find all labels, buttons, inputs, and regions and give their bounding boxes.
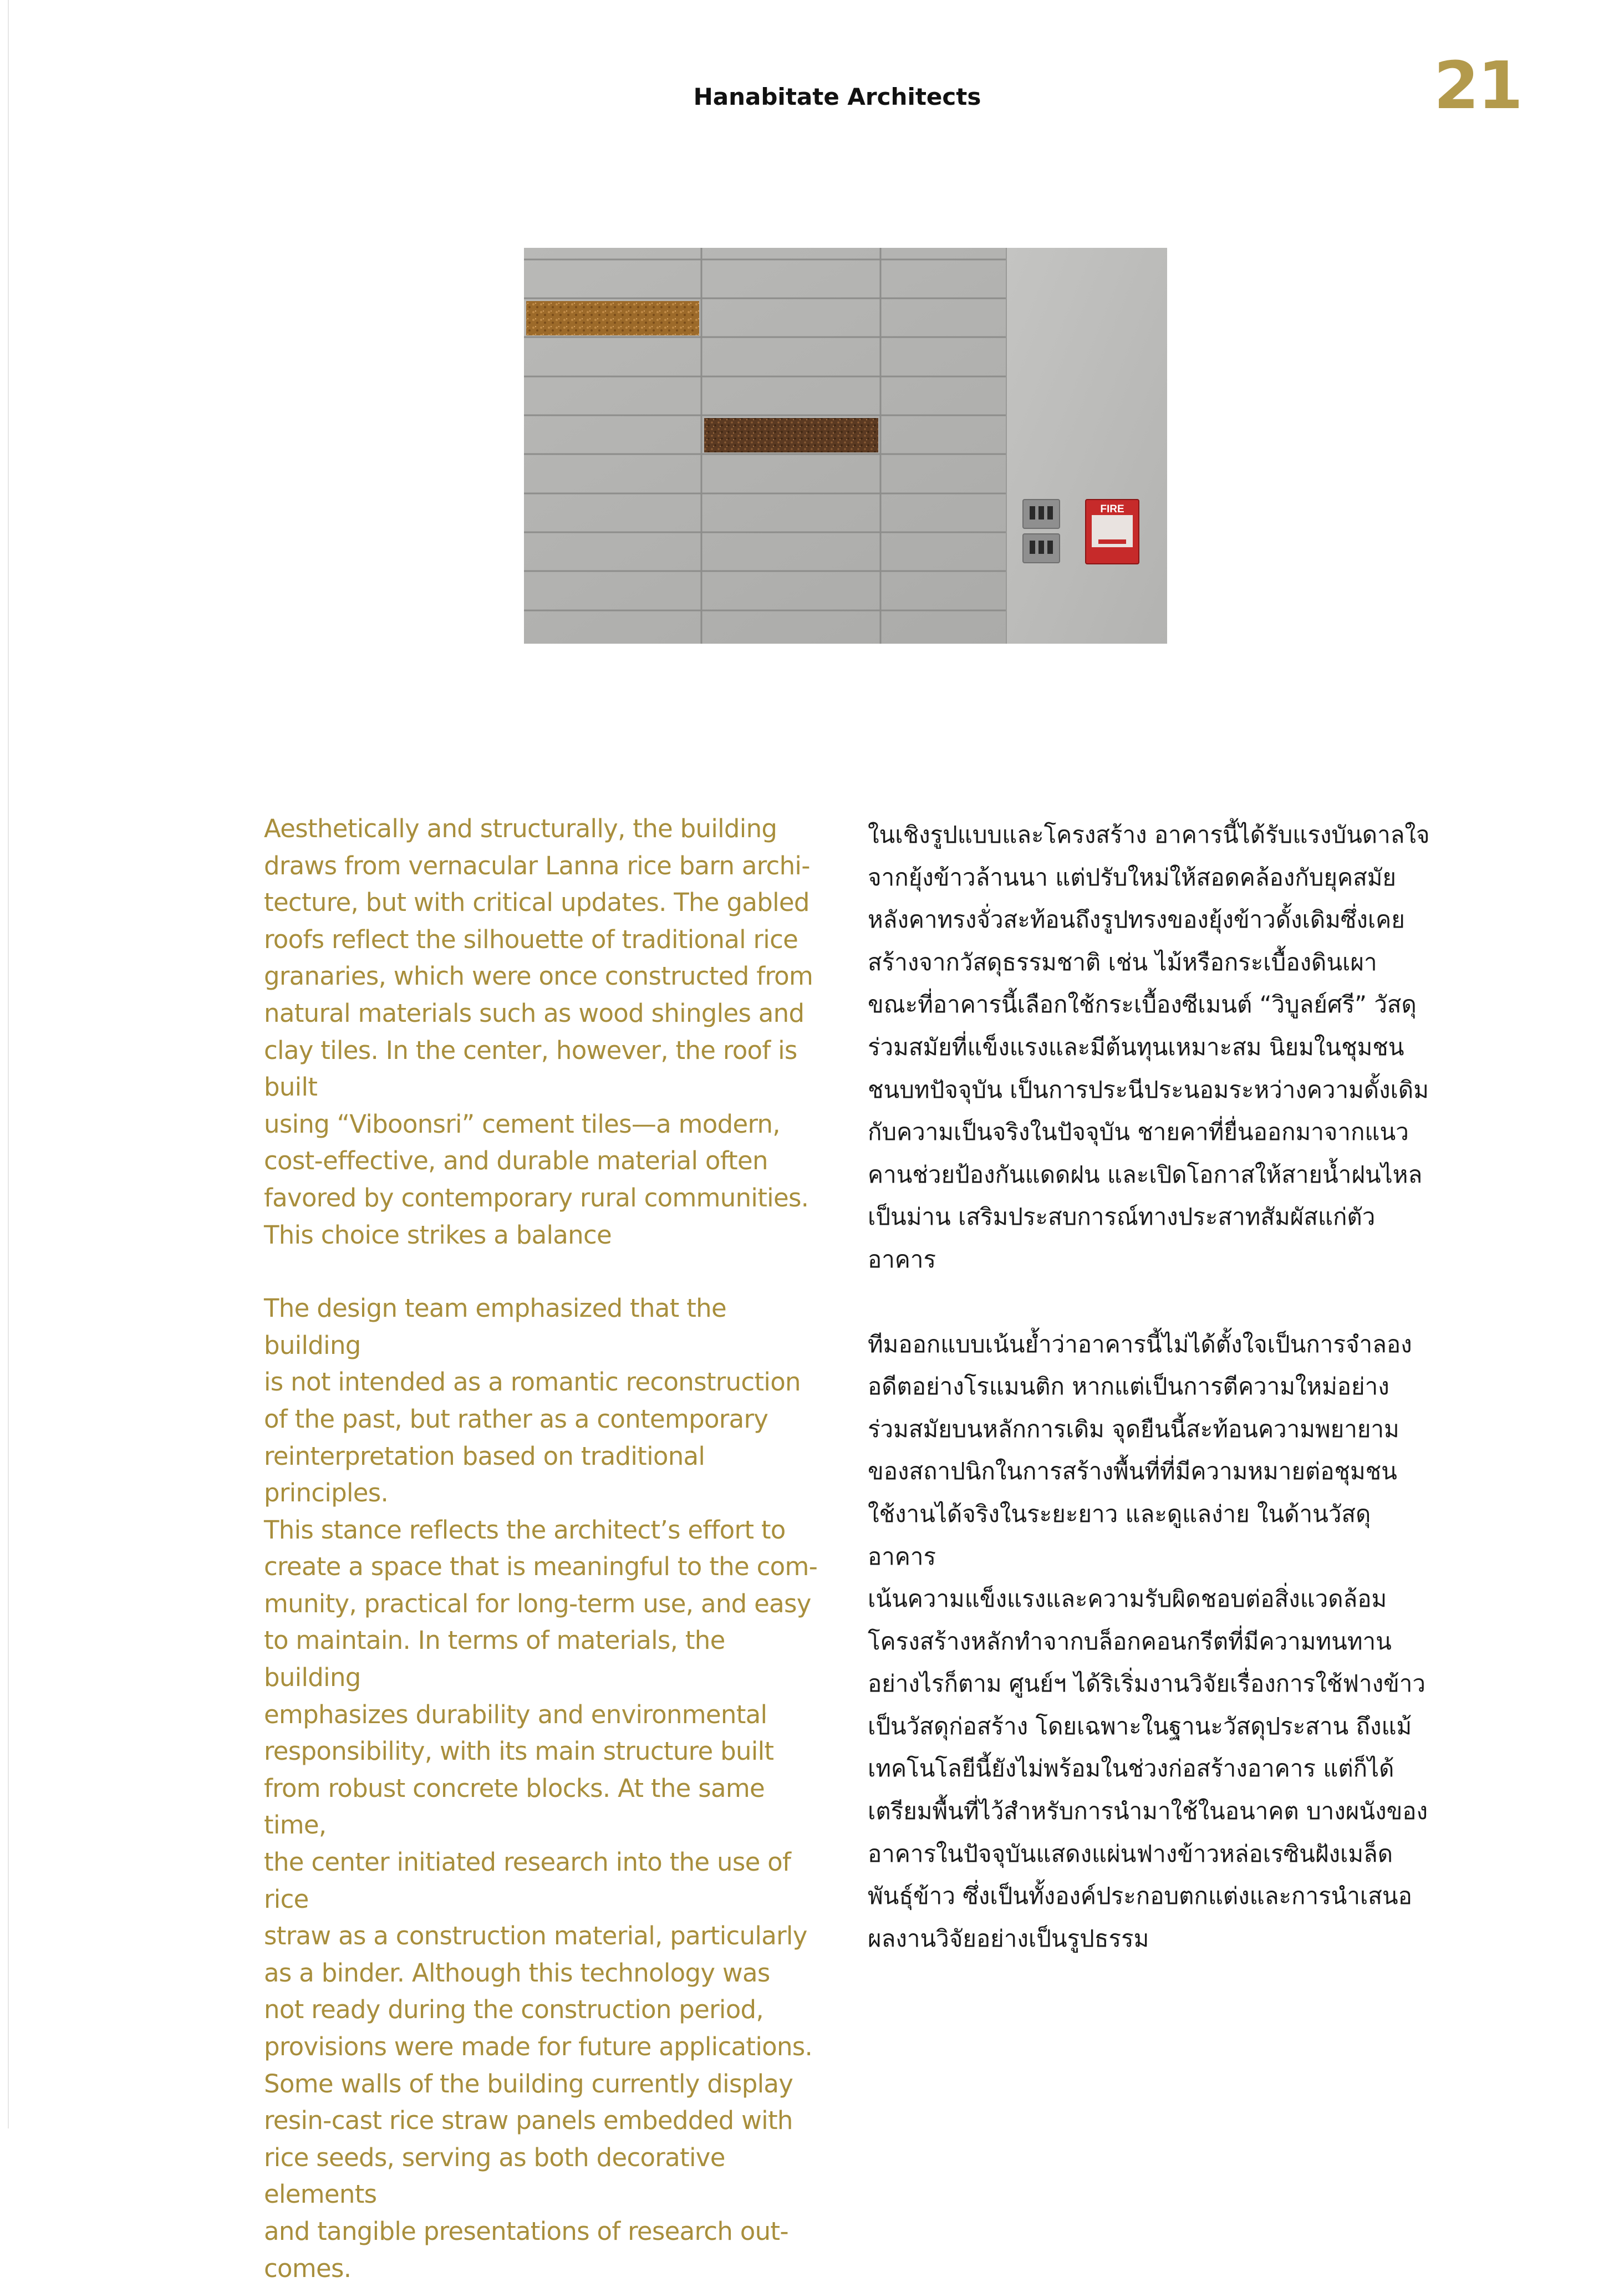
text-line: จากยุ้งข้าวล้านนา แต่ปรับใหม่ให้สอดคล้องกับยุคสมัย bbox=[868, 863, 1397, 891]
text-line: using “Viboonsri” cement tiles—a modern, bbox=[264, 1109, 780, 1139]
text-line: rice seeds, serving as both decorative elements bbox=[264, 2142, 725, 2209]
text-line: เตรียมพื้นที่ไว้สำหรับการนำมาใช้ในอนาคต บางผนังของ bbox=[868, 1797, 1428, 1825]
text-line: This choice strikes a balance bbox=[264, 1220, 612, 1250]
text-line: ของสถาปนิกในการสร้างพื้นที่ที่มีความหมายต่อชุมชน bbox=[868, 1458, 1397, 1485]
text-line: cost-effective, and durable material often bbox=[264, 1146, 768, 1176]
straw-panel-dark bbox=[704, 418, 878, 452]
text-line: อาคารในปัจจุบันแสดงแผ่นฟางข้าวหล่อเรซินฝังเมล็ด bbox=[868, 1840, 1393, 1867]
text-line: หลังคาทรงจั่วสะท้อนถึงรูปทรงของยุ้งข้าวดั้งเดิมซึ่งเคย bbox=[868, 906, 1405, 934]
smooth-wall bbox=[1006, 248, 1167, 644]
text-line: ร่วมสมัยที่แข็งแรงและมีต้นทุนเหมาะสม นิยมในชุมชน bbox=[868, 1033, 1404, 1061]
text-line: ผลงานวิจัยอย่างเป็นรูปธรรม bbox=[868, 1924, 1149, 1952]
text-line: create a space that is meaningful to the com- bbox=[264, 1552, 818, 1582]
text-line: emphasizes durability and environmental bbox=[264, 1699, 767, 1729]
text-line: กับความเป็นจริงในปัจจุบัน ชายคาที่ยื่นออกมาจากแนว bbox=[868, 1118, 1409, 1146]
text-line: ในเชิงรูปแบบและโครงสร้าง อาคารนี้ได้รับแรงบันดาลใจ bbox=[868, 821, 1430, 848]
english-column bbox=[264, 811, 827, 2287]
text-line: granaries, which were once constructed from bbox=[264, 961, 813, 991]
text-line: favored by contemporary rural communities. bbox=[264, 1183, 809, 1213]
text-line: munity, practical for long-term use, and easy bbox=[264, 1588, 811, 1618]
text-line: from robust concrete blocks. At the same time, bbox=[264, 1773, 765, 1840]
concrete-wall-photo bbox=[524, 248, 1167, 644]
text-line: comes. bbox=[264, 2253, 352, 2283]
fire-alarm-label: FIRE bbox=[1100, 503, 1124, 515]
text-line: เทคโนโลยีนี้ยังไม่พร้อมในช่วงก่อสร้างอาคาร แต่ก็ได้ bbox=[868, 1755, 1394, 1782]
text-line: อาคาร bbox=[868, 1245, 936, 1273]
text-line: โครงสร้างหลักทำจากบล็อกคอนกรีตที่มีความทนทาน bbox=[868, 1627, 1392, 1655]
text-line: Aesthetically and structurally, the building bbox=[264, 814, 777, 843]
text-line: as a binder. Although this technology was bbox=[264, 1958, 770, 1988]
text-line: clay tiles. In the center, however, the roof is built bbox=[264, 1035, 797, 1102]
text-line: straw as a construction material, particularly bbox=[264, 1921, 807, 1951]
text-line: not ready during the construction period, bbox=[264, 1995, 764, 2025]
text-line: draws from vernacular Lanna rice barn archi- bbox=[264, 850, 810, 880]
text-line: provisions were made for future applications. bbox=[264, 2032, 813, 2061]
text-line: to maintain. In terms of materials, the building bbox=[264, 1626, 725, 1693]
text-line: ทีมออกแบบเน้นย้ำว่าอาคารนี้ไม่ได้ตั้งใจเป็นการจำลอง bbox=[868, 1330, 1412, 1358]
body-paragraph bbox=[868, 814, 1433, 1281]
body-paragraph bbox=[264, 1290, 827, 2287]
text-line: is not intended as a romantic reconstruction bbox=[264, 1367, 801, 1397]
text-line: responsibility, with its main structure built bbox=[264, 1736, 774, 1766]
text-line: สร้างจากวัสดุธรรมชาติ เช่น ไม้หรือกระเบื้องดินเผา bbox=[868, 948, 1377, 976]
straw-panel-light bbox=[526, 301, 699, 335]
text-line: Some walls of the building currently display bbox=[264, 2069, 793, 2098]
text-line: ชนบทปัจจุบัน เป็นการประนีประนอมระหว่างความดั้งเดิม bbox=[868, 1076, 1429, 1103]
text-line: This stance reflects the architect’s effort to bbox=[264, 1515, 786, 1545]
text-line: อย่างไรก็ตาม ศูนย์ฯ ได้ริเริ่มงานวิจัยเรื่องการใช้ฟางข้าว bbox=[868, 1670, 1426, 1698]
text-line: เป็นวัสดุก่อสร้าง โดยเฉพาะในฐานะวัสดุประสาน ถึงแม้ bbox=[868, 1712, 1412, 1740]
text-line: and tangible presentations of research out- bbox=[264, 2216, 788, 2246]
text-line: the center initiated research into the use of rice bbox=[264, 1847, 791, 1914]
text-line: ร่วมสมัยบนหลักการเดิม จุดยืนนี้สะท้อนความพยายาม bbox=[868, 1415, 1399, 1443]
text-line: คานช่วยป้องกันแดดฝน และเปิดโอกาสให้สายน้ำฝนไหล bbox=[868, 1160, 1423, 1188]
text-line: reinterpretation based on traditional principles. bbox=[264, 1441, 705, 1508]
running-header: Hanabitate Architects bbox=[693, 83, 981, 110]
body-paragraph bbox=[868, 1323, 1433, 1960]
text-line: resin-cast rice straw panels embedded with bbox=[264, 2106, 793, 2136]
page-number: 21 bbox=[1433, 47, 1521, 124]
text-line: อดีตอย่างโรแมนติก หากแต่เป็นการตีความใหม่อย่าง bbox=[868, 1373, 1389, 1400]
text-line: เป็นม่าน เสริมประสบการณ์ทางประสาทสัมผัสแก่ตัว bbox=[868, 1203, 1376, 1231]
page-edge-line bbox=[8, 0, 9, 2128]
fire-alarm-box bbox=[1086, 500, 1139, 564]
text-line: roofs reflect the silhouette of traditional rice bbox=[264, 924, 798, 954]
text-line: The design team emphasized that the building bbox=[264, 1293, 726, 1360]
body-paragraph bbox=[264, 811, 827, 1254]
text-line: ใช้งานได้จริงในระยะยาว และดูแลง่าย ในด้านวัสดุ อาคาร bbox=[868, 1500, 1371, 1570]
text-line: natural materials such as wood shingles and bbox=[264, 998, 805, 1028]
text-line: of the past, but rather as a contemporary bbox=[264, 1404, 768, 1434]
text-line: เน้นความแข็งแรงและความรับผิดชอบต่อสิ่งแวดล้อม bbox=[868, 1585, 1387, 1613]
text-line: ขณะที่อาคารนี้เลือกใช้กระเบื้องซีเมนต์ “วิบูลย์ศรี” วัสดุ bbox=[868, 991, 1417, 1018]
thai-column bbox=[868, 814, 1433, 1960]
text-line: tecture, but with critical updates. The gabled bbox=[264, 888, 810, 918]
text-line: พันธุ์ข้าว ซึ่งเป็นทั้งองค์ประกอบตกแต่งและการนำเสนอ bbox=[868, 1882, 1412, 1910]
